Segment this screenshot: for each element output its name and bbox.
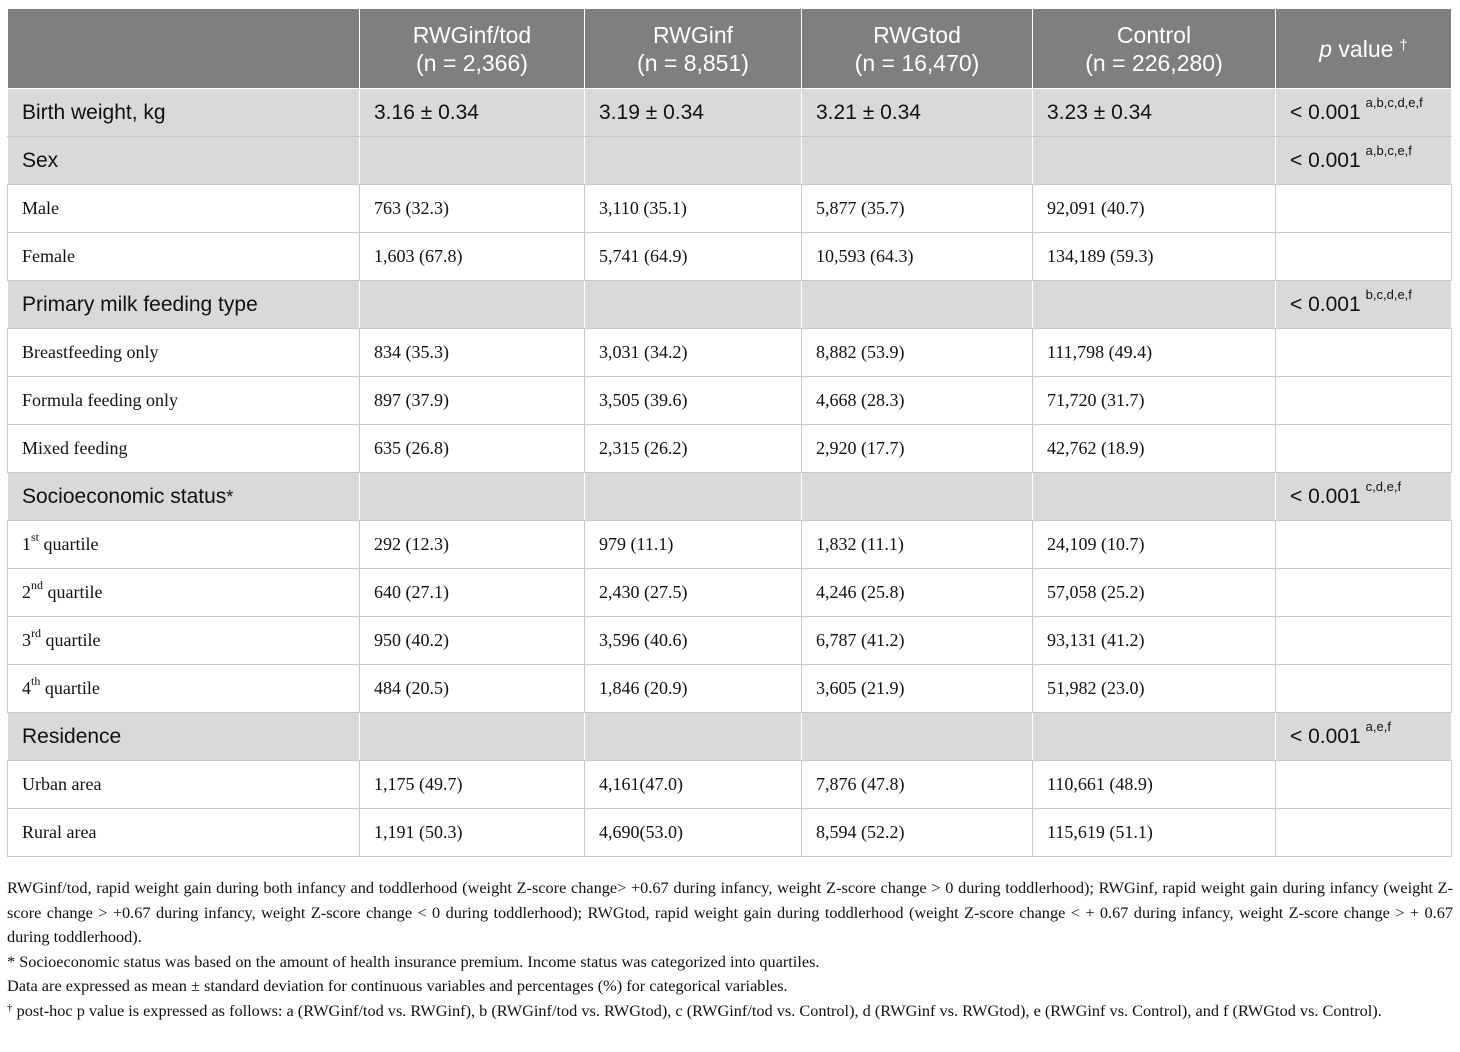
table-cell: 7,876 (47.8) [802, 761, 1033, 809]
header-rwginf: RWGinf (n = 8,851) [585, 9, 802, 89]
p-value-cell [1276, 809, 1452, 857]
table-cell: 24,109 (10.7) [1033, 521, 1276, 569]
p-value-cell: < 0.001 $^{a,e,f}$ [1276, 713, 1452, 761]
table-cell [1033, 473, 1276, 521]
table-cell [585, 137, 802, 185]
table-cell: 897 (37.9) [360, 377, 585, 425]
table-cell: 3.19 ± 0.34 [585, 89, 802, 137]
table-cell: 3,031 (34.2) [585, 329, 802, 377]
table-cell [585, 473, 802, 521]
table-cell: 6,787 (41.2) [802, 617, 1033, 665]
table-row [8, 617, 1452, 665]
table-row [8, 521, 1452, 569]
section-row [8, 713, 1452, 761]
table-cell: 1,846 (20.9) [585, 665, 802, 713]
row-label: Primary milk feeding type [8, 281, 360, 329]
table-cell: 1,175 (49.7) [360, 761, 585, 809]
table-row [8, 809, 1452, 857]
table-cell: 51,982 (23.0) [1033, 665, 1276, 713]
table-cell: 635 (26.8) [360, 425, 585, 473]
table-row [8, 425, 1452, 473]
table-header [8, 9, 1452, 89]
table-cell [1033, 137, 1276, 185]
table-cell: 8,594 (52.2) [802, 809, 1033, 857]
table-cell: 3.23 ± 0.34 [1033, 89, 1276, 137]
p-value-cell [1276, 185, 1452, 233]
table-cell: 4,161(47.0) [585, 761, 802, 809]
p-value-cell [1276, 233, 1452, 281]
row-label: Urban area [8, 761, 360, 809]
footnote-data-expression: Data are expressed as mean ± standard deviation for continuous variables and percentages (%) for categorical variables. [7, 976, 788, 996]
table-cell [360, 713, 585, 761]
row-label: Male [8, 185, 360, 233]
row-label: Mixed feeding [8, 425, 360, 473]
table-cell [1033, 281, 1276, 329]
section-row [8, 137, 1452, 185]
table-row [8, 569, 1452, 617]
table-cell: 2,920 (17.7) [802, 425, 1033, 473]
section-row [8, 281, 1452, 329]
table-cell: 93,131 (41.2) [1033, 617, 1276, 665]
p-value-cell: < 0.001 $^{a,b,c,d,e,f}$ [1276, 89, 1452, 137]
table-body [8, 89, 1452, 857]
table-cell: 3,505 (39.6) [585, 377, 802, 425]
row-label: Formula feeding only [8, 377, 360, 425]
table-cell: 4,690(53.0) [585, 809, 802, 857]
row-label: Birth weight, kg [8, 89, 360, 137]
table-cell: 10,593 (64.3) [802, 233, 1033, 281]
table-cell: 2,430 (27.5) [585, 569, 802, 617]
table-footnotes [7, 876, 1453, 1024]
table-cell [1033, 713, 1276, 761]
table-cell: 111,798 (49.4) [1033, 329, 1276, 377]
table-cell [360, 473, 585, 521]
p-value-cell [1276, 329, 1452, 377]
table-cell: 71,720 (31.7) [1033, 377, 1276, 425]
p-value-cell [1276, 569, 1452, 617]
table-row [8, 329, 1452, 377]
table-cell [585, 281, 802, 329]
table-cell: 763 (32.3) [360, 185, 585, 233]
table-cell [802, 473, 1033, 521]
table-cell [802, 137, 1033, 185]
table-row [8, 761, 1452, 809]
table-cell: 57,058 (25.2) [1033, 569, 1276, 617]
table-cell [802, 713, 1033, 761]
table-cell: 115,619 (51.1) [1033, 809, 1276, 857]
table-cell: 4,668 (28.3) [802, 377, 1033, 425]
table-cell: 3.16 ± 0.34 [360, 89, 585, 137]
footnote-abbreviations: RWGinf/tod, rapid weight gain during both infancy and toddlerhood (weight Z-score change> +0.67 during infancy, weight Z-score change > 0 during toddlerhood); RWGinf, rapid weight gain during infancy (weight Z-score change > +0.67 during infancy, weight Z-score change < 0 during toddlerhood); RWGtod, rapid weight gain during toddlerhood (weight Z-score change < + 0.67 during infancy, weight Z-score change > + 0.67 during toddlerhood). [7, 878, 1453, 947]
p-value-cell [1276, 617, 1452, 665]
table-cell [360, 137, 585, 185]
table-cell: 3.21 ± 0.34 [802, 89, 1033, 137]
row-label: Breastfeeding only [8, 329, 360, 377]
table-cell: 979 (11.1) [585, 521, 802, 569]
table-cell: 292 (12.3) [360, 521, 585, 569]
row-label: Rural area [8, 809, 360, 857]
row-label: 4th quartile [8, 665, 360, 713]
table-cell: 1,832 (11.1) [802, 521, 1033, 569]
p-value-cell: < 0.001 $^{b,c,d,e,f}$ [1276, 281, 1452, 329]
table-cell: 640 (27.1) [360, 569, 585, 617]
section-row [8, 473, 1452, 521]
row-label: Residence [8, 713, 360, 761]
table-cell: 4,246 (25.8) [802, 569, 1033, 617]
row-label: Sex [8, 137, 360, 185]
table-cell: 1,191 (50.3) [360, 809, 585, 857]
characteristics-table [7, 8, 1452, 857]
table-cell: 1,603 (67.8) [360, 233, 585, 281]
table-row [8, 233, 1452, 281]
table-cell: 42,762 (18.9) [1033, 425, 1276, 473]
header-p-value: p value † [1276, 9, 1452, 89]
table-cell [360, 281, 585, 329]
table-cell: 3,110 (35.1) [585, 185, 802, 233]
table-cell: 3,596 (40.6) [585, 617, 802, 665]
table-row [8, 377, 1452, 425]
p-value-cell [1276, 425, 1452, 473]
table-cell [585, 713, 802, 761]
header-rwgtod: RWGtod (n = 16,470) [802, 9, 1033, 89]
table-cell: 8,882 (53.9) [802, 329, 1033, 377]
p-value-cell [1276, 521, 1452, 569]
table-cell: 5,741 (64.9) [585, 233, 802, 281]
table-cell: 92,091 (40.7) [1033, 185, 1276, 233]
table-cell: 2,315 (26.2) [585, 425, 802, 473]
table-row [8, 185, 1452, 233]
table-cell: 834 (35.3) [360, 329, 585, 377]
p-value-cell: < 0.001 $^{c,d,e,f}$ [1276, 473, 1452, 521]
table-cell: 484 (20.5) [360, 665, 585, 713]
table-cell: 134,189 (59.3) [1033, 233, 1276, 281]
table-cell [802, 281, 1033, 329]
p-value-cell [1276, 665, 1452, 713]
row-label: Female [8, 233, 360, 281]
header-empty-cell [8, 9, 360, 89]
table-row [8, 665, 1452, 713]
header-rwginf-tod: RWGinf/tod (n = 2,366) [360, 9, 585, 89]
p-value-cell [1276, 761, 1452, 809]
p-value-cell: < 0.001 $^{a,b,c,e,f}$ [1276, 137, 1452, 185]
row-label: 1st quartile [8, 521, 360, 569]
table-cell: 5,877 (35.7) [802, 185, 1033, 233]
row-label: 2nd quartile [8, 569, 360, 617]
row-label: Socioeconomic status* [8, 473, 360, 521]
footnote-posthoc: † post-hoc p value is expressed as follows: a (RWGinf/tod vs. RWGinf), b (RWGinf/tod vs. RWGtod), c (RWGinf/tod vs. Control), d (RWGinf vs. RWGtod), e (RWGinf vs. Control), and f (RWGtod vs. Control). [7, 1000, 1382, 1020]
table-cell: 3,605 (21.9) [802, 665, 1033, 713]
table-cell: 110,661 (48.9) [1033, 761, 1276, 809]
row-label: 3rd quartile [8, 617, 360, 665]
header-control: Control (n = 226,280) [1033, 9, 1276, 89]
p-value-cell [1276, 377, 1452, 425]
table-cell: 950 (40.2) [360, 617, 585, 665]
footnote-ses: * Socioeconomic status was based on the amount of health insurance premium. Income status was categorized into quartiles. [7, 951, 820, 971]
section-row [8, 89, 1452, 137]
